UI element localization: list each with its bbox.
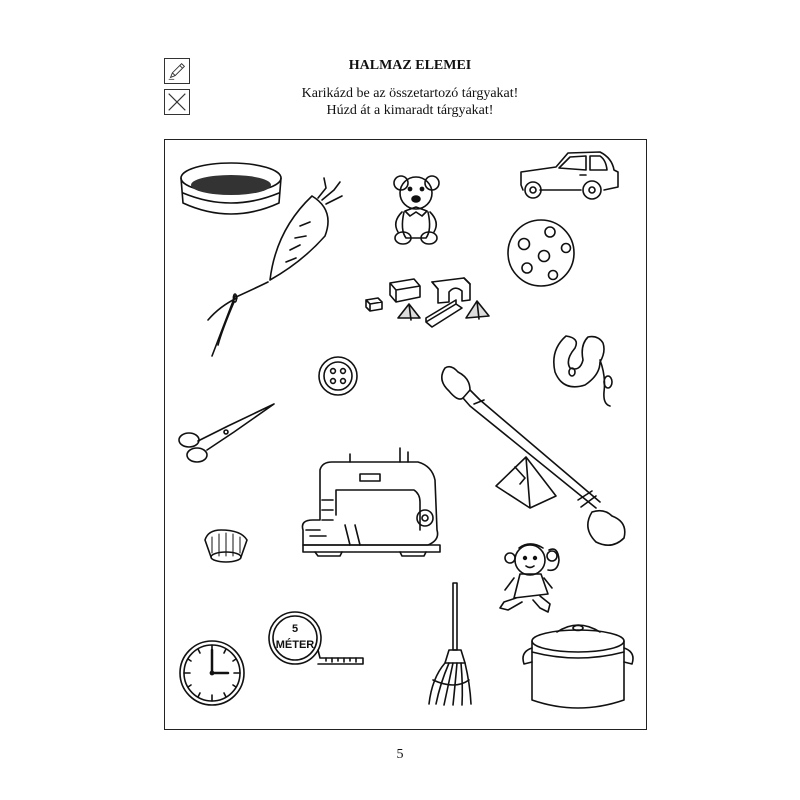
page-number: 5 [396,747,404,762]
cooking-pot [523,625,633,708]
doll [500,544,559,612]
page-title: HALMAZ ELEMEI [348,58,472,73]
tape-measure-number: 5 [291,623,299,635]
instruction-cross-out: Húzd át a kimaradt tárgyakat! [326,103,494,118]
computer-mouse [554,336,612,406]
tape-measure [269,612,363,664]
toy-car [521,152,618,199]
tape-measure-unit: MÉTER [275,639,315,651]
sewing-machine [302,448,440,556]
ball [508,220,574,286]
carrot [270,178,342,280]
broom [429,583,471,705]
thimble [205,530,247,562]
sieve [181,163,281,214]
teddy-bear [394,176,439,244]
button [319,357,357,395]
scissors [179,404,274,462]
clock [180,641,244,705]
needle-and-thread [208,282,268,356]
toy-blocks [366,278,489,327]
instruction-circle: Karikázd be az összetartozó tárgyakat! [301,86,519,101]
seesaw [442,367,625,546]
